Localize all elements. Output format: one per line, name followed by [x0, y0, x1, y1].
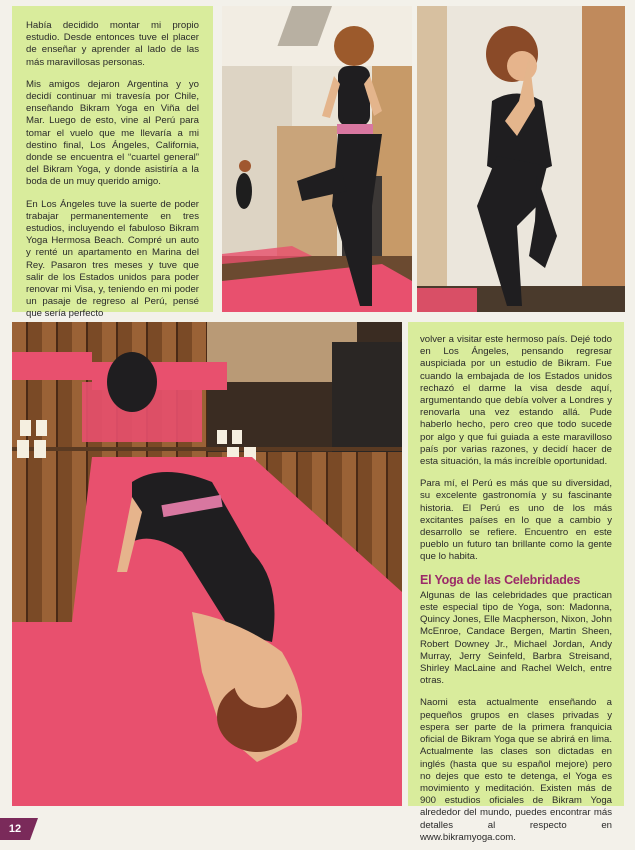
paragraph: Mis amigos dejaron Argentina y yo decidí continuar mi travesía por Chile, enseñando Bikram Yoga en Viña del Mar. Luego de esto, vine al Perú para tomar el vuelo que me llevaría a mi destino final, Los Ángeles, California, donde se encuentra el “cuartel general” del Bikram Yoga, y donde asistiría a la boda de un muy querido amigo. [26, 78, 199, 188]
paragraph: Había decidido montar mi propio estudio. Desde entonces tuve el placer de enseñar y aprender al lado de las más maravillosas personas. [26, 20, 199, 68]
section-subheading: El Yoga de las Celebridades [420, 572, 581, 587]
photo-standing-pose-mirror [222, 6, 412, 312]
text-column-bottom-right [408, 322, 624, 843]
paragraph: Algunas de las celebridades que practican este especial tipo de Yoga, son: Madonna, Quincy Jones, Elle Macpherson, Nixon, John McEnroe, Candace Bergen, Martin Sheen, Robert Downey Jr., Michael Jordan, Andy Murray, Jerry Seinfeld, Barbra Streisand, Shirley MacLaine and Rachel Welch, entre otras. [420, 589, 612, 687]
paragraph: En Los Ángeles tuve la suerte de poder trabajar permanentemente en tres estudios, incluyendo el fabuloso Bikram Yoga Hermosa Beach. Compré un auto y renté un apartamento en Marina del Rey. Pasaron tres meses y tuve que salir de los Estados unidos para poder renovar mi Visa, y, teniendo en mi poder un pasaje de regreso al Perú, pensé que sería perfecto [26, 198, 199, 320]
page-number: 12 [0, 818, 30, 840]
photo-lying-pose [12, 322, 402, 806]
paragraph: volver a visitar este hermoso país. Dejé todo en Los Ángeles, pensando regresar auspiciada por un estudio de Bikram. Fue cuando la embajada de los Estados unidos rechazó el darme la visa desde aquí, argumentando que debía volver a Londres y renovarla una vez estando allá. Pude haberlo hecho, pero creo que todo sucede por algo y que fui guiada a este maravilloso país por varias razones, y decidí hacer de esta situación, la más increíble oportunidad. [420, 334, 612, 468]
photo-eagle-pose [417, 6, 625, 312]
paragraph: Para mí, el Perú es más que su diversidad, su excelente gastronomía y su fascinante historia. El Perú es uno de los más excitantes países en lo que a cambio y desarrollo se refiere. Encuentro en este pueblo un futuro tan brillante como la gente que lo habita. [420, 478, 612, 563]
text-column-top-left [12, 6, 213, 320]
paragraph: Naomi esta actualmente enseñando a pequeños grupos en clases privadas y espera ser parte de la primera franquicia oficial de Bikram Yoga que se abrirá en lima. Actualmente las clases son dictadas en inglés (hasta que su español mejore) pero no dejes que esto te detenga, el Yoga es movimiento y meditación. Existen más de 900 estudios oficiales de Bikram Yoga alrededor del mundo, puedes encontrar más detalles al respecto en www.bikramyoga.com. [420, 697, 612, 843]
